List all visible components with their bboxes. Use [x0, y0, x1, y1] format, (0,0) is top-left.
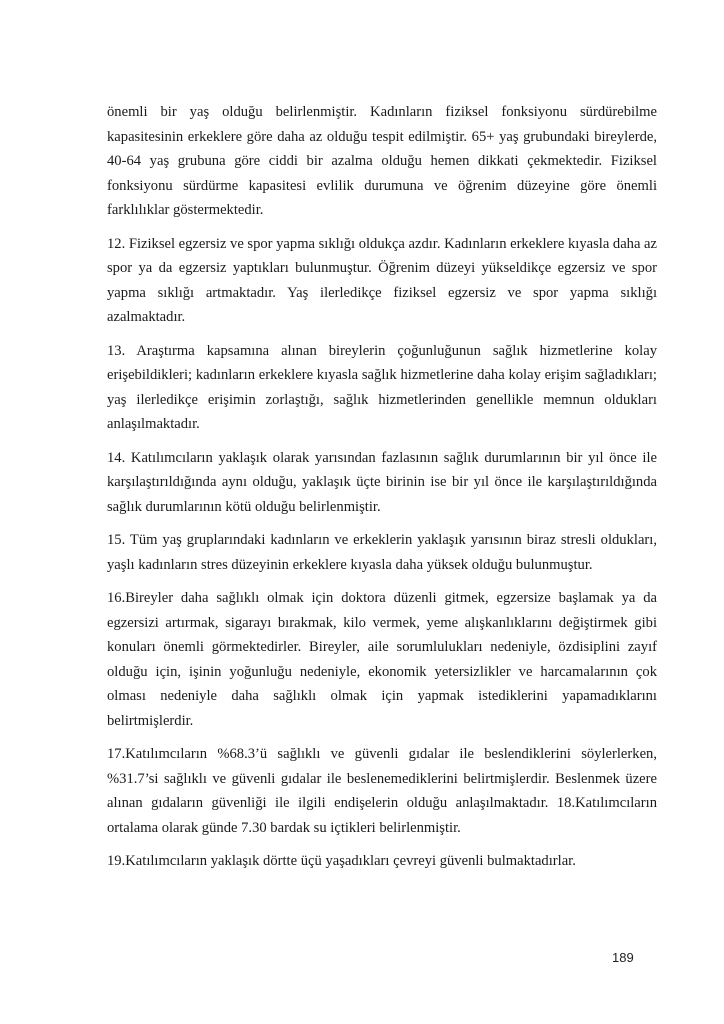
- paragraph-item-17-18: [107, 742, 657, 840]
- text-line: ortalama olarak günde 7.30 bardak su içtikleri belirlenmiştir.: [107, 819, 461, 836]
- text-line: 12. Fiziksel egzersiz ve spor yapma sıklığı oldukça azdır. Kadınların erkeklere kıyasla daha az: [107, 235, 657, 252]
- paragraph-item-13: [107, 339, 657, 437]
- paragraph-item-15: [107, 528, 657, 577]
- text-line: 15. Tüm yaş gruplarındaki kadınların ve erkeklerin yaklaşık yarısının biraz stresli oldukları,: [107, 532, 657, 548]
- paragraph-continuation: [107, 100, 657, 223]
- text-line: sağlık durumlarının kötü olduğu belirlenmiştir.: [107, 498, 381, 515]
- text-line: belirtmişlerdir.: [107, 712, 194, 729]
- paragraph-item-16: [107, 586, 657, 733]
- paragraph-item-19: [107, 849, 657, 874]
- body-text: [107, 100, 657, 883]
- paragraph-item-14: [107, 446, 657, 520]
- text-line: spor ya da egzersiz yaptıkları bulunmuştur. Öğrenim düzeyi yükseldikçe egzersiz ve spor: [107, 260, 657, 276]
- text-line: yaş ilerledikçe erişimin zorlaştığı, sağlık hizmetlerinden genellikle memnun oldukları: [107, 391, 657, 408]
- text-line: erişebildikleri; kadınların erkeklere kıyasla sağlık hizmetlerine daha kolay erişim sağladıkları;: [107, 367, 657, 383]
- paragraph-item-12: [107, 232, 657, 330]
- text-line: yapma sıklığı artmaktadır. Yaş ilerledikçe fiziksel egzersiz ve spor yapma sıklığı: [107, 284, 657, 301]
- text-line: alınan gıdaların güvenliği ile ilgili endişelerin olduğu anlaşılmaktadır. 18.Katılımcıların: [107, 795, 657, 811]
- text-line: farklılıklar göstermektedir.: [107, 202, 264, 218]
- text-line: önemli bir yaş olduğu belirlenmiştir. Kadınların fiziksel fonksiyonu sürdürebilme: [107, 104, 657, 120]
- text-line: 14. Katılımcıların yaklaşık olarak yarısından fazlasının sağlık durumlarının bir yıl önce ile: [107, 449, 657, 466]
- text-line: olması nedeniyle daha sağlıklı olmak için yapmak istediklerini yapamadıklarını: [107, 688, 657, 704]
- text-line: 19.Katılımcıların yaklaşık dörtte üçü yaşadıkları çevreyi güvenli bulmaktadırlar.: [107, 853, 576, 869]
- text-line: yaşlı kadınların stres düzeyinin erkeklere kıyasla daha yüksek olduğu bulunmuştur.: [107, 556, 593, 573]
- text-line: kapasitesinin erkeklere göre daha az olduğu tespit edilmiştir. 65+ yaş grubundaki bireylerde,: [107, 128, 657, 145]
- text-line: azalmaktadır.: [107, 309, 186, 325]
- text-line: 16.Bireyler daha sağlıklı olmak için doktora düzenli gitmek, egzersize başlamak ya da: [107, 590, 657, 606]
- text-line: %31.7’si sağlıklı ve güvenli gıdalar ile beslenemediklerini belirtmişlerdir. Beslenmek üzere: [107, 770, 657, 787]
- text-line: egzersizi artırmak, sigarayı bırakmak, kilo vermek, yeme alışkanlıklarını değiştirmek gibi: [107, 614, 657, 631]
- text-line: konuları önemli görmektedirler. Bireyler, aile sorumlulukları nedeniyle, özdisiplini zayıf: [107, 639, 657, 655]
- page-number: 189: [612, 950, 634, 965]
- text-line: olduğu için, işinin yoğunluğu nedeniyle, ekonomik yetersizlikler ve harcamalarının çok: [107, 663, 657, 680]
- text-line: anlaşılmaktadır.: [107, 416, 200, 432]
- text-line: fonksiyonu sürdürme kapasitesi evlilik durumuna ve öğrenim düzeyine göre önemli: [107, 177, 657, 194]
- text-line: 40-64 yaş grubuna göre ciddi bir azalma olduğu hemen dikkati çekmektedir. Fiziksel: [107, 153, 657, 169]
- text-line: 17.Katılımcıların %68.3’ü sağlıklı ve güvenli gıdalar ile beslendiklerini söylerlerken,: [107, 746, 657, 762]
- text-line: 13. Araştırma kapsamına alınan bireylerin çoğunluğunun sağlık hizmetlerine kolay: [107, 342, 657, 359]
- text-line: karşılaştırıldığında aynı olduğu, yaklaşık üçte birinin ise bir yıl önce ile karşılaştırıldığında: [107, 474, 657, 490]
